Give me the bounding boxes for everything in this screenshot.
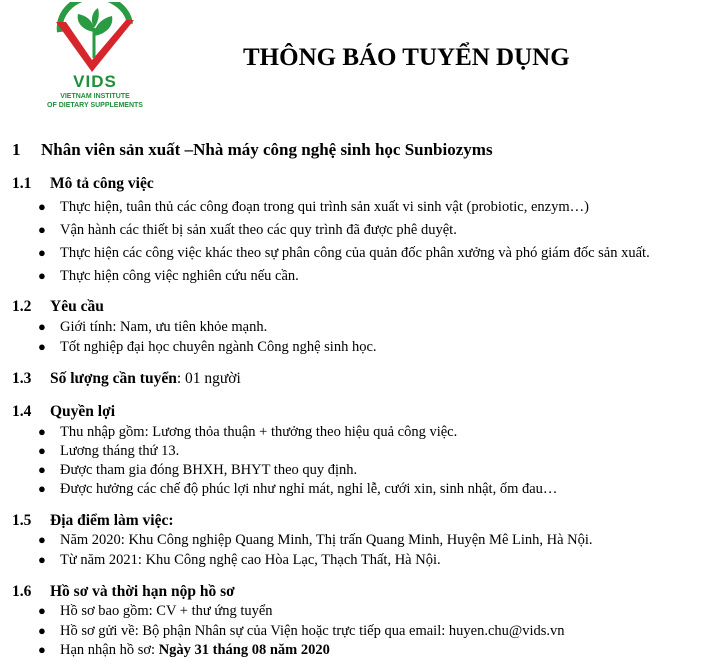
logo-subtitle-line2: OF DIETARY SUPPLEMENTS bbox=[47, 102, 143, 109]
bullet-icon: ● bbox=[38, 623, 46, 638]
bullet-icon: ● bbox=[38, 222, 46, 237]
bullet-icon: ● bbox=[38, 481, 46, 496]
bullet-icon: ● bbox=[38, 319, 46, 334]
vids-logo bbox=[36, 2, 154, 116]
section-1-4-number: 1.4 bbox=[12, 403, 32, 420]
section-1-2-number: 1.2 bbox=[12, 298, 32, 315]
bullet-icon: ● bbox=[38, 245, 46, 260]
section-1-3-line bbox=[50, 370, 241, 388]
bullet-icon: ● bbox=[38, 424, 46, 439]
section-1-3-value: : 01 người bbox=[176, 370, 241, 387]
job-number: 1 bbox=[12, 140, 21, 159]
section-1-5-heading: Địa điểm làm việc: bbox=[50, 512, 174, 529]
section-1-4-heading: Quyền lợi bbox=[50, 403, 115, 420]
bullet-icon: ● bbox=[38, 552, 46, 567]
section-1-3-heading: Số lượng cần tuyển bbox=[50, 370, 177, 387]
bullet-icon: ● bbox=[38, 268, 46, 283]
bullet-icon: ● bbox=[38, 443, 46, 458]
bullet-icon: ● bbox=[38, 462, 46, 477]
bullet-icon: ● bbox=[38, 532, 46, 547]
section-1-1-number: 1.1 bbox=[12, 175, 32, 192]
section-1-5-number: 1.5 bbox=[12, 512, 32, 529]
deadline-value: Ngày 31 tháng 08 năm 2020 bbox=[158, 642, 330, 658]
section-1-2-heading: Yêu cầu bbox=[50, 298, 104, 315]
bullet-icon: ● bbox=[38, 603, 46, 618]
section-1-6-heading: Hồ sơ và thời hạn nộp hồ sơ bbox=[50, 583, 235, 600]
logo-subtitle-line1: VIETNAM INSTITUTE bbox=[60, 93, 130, 100]
bullet-icon: ● bbox=[38, 642, 46, 657]
section-1-6-number: 1.6 bbox=[12, 583, 32, 600]
job-heading: Nhân viên sản xuất –Nhà máy công nghệ sinh học Sunbiozyms bbox=[41, 140, 493, 159]
vids-emblem-icon bbox=[46, 2, 144, 76]
bullet-icon: ● bbox=[38, 339, 46, 354]
section-1-1-heading: Mô tả công việc bbox=[50, 175, 154, 192]
page-title: THÔNG BÁO TUYỂN DỤNG bbox=[243, 44, 570, 71]
deadline-label: Hạn nhận hồ sơ: bbox=[60, 642, 159, 658]
logo-wordmark: VIDS bbox=[73, 72, 117, 91]
bullet-icon: ● bbox=[38, 199, 46, 214]
section-1-3-number: 1.3 bbox=[12, 370, 32, 387]
logo-subtitle bbox=[36, 92, 154, 110]
